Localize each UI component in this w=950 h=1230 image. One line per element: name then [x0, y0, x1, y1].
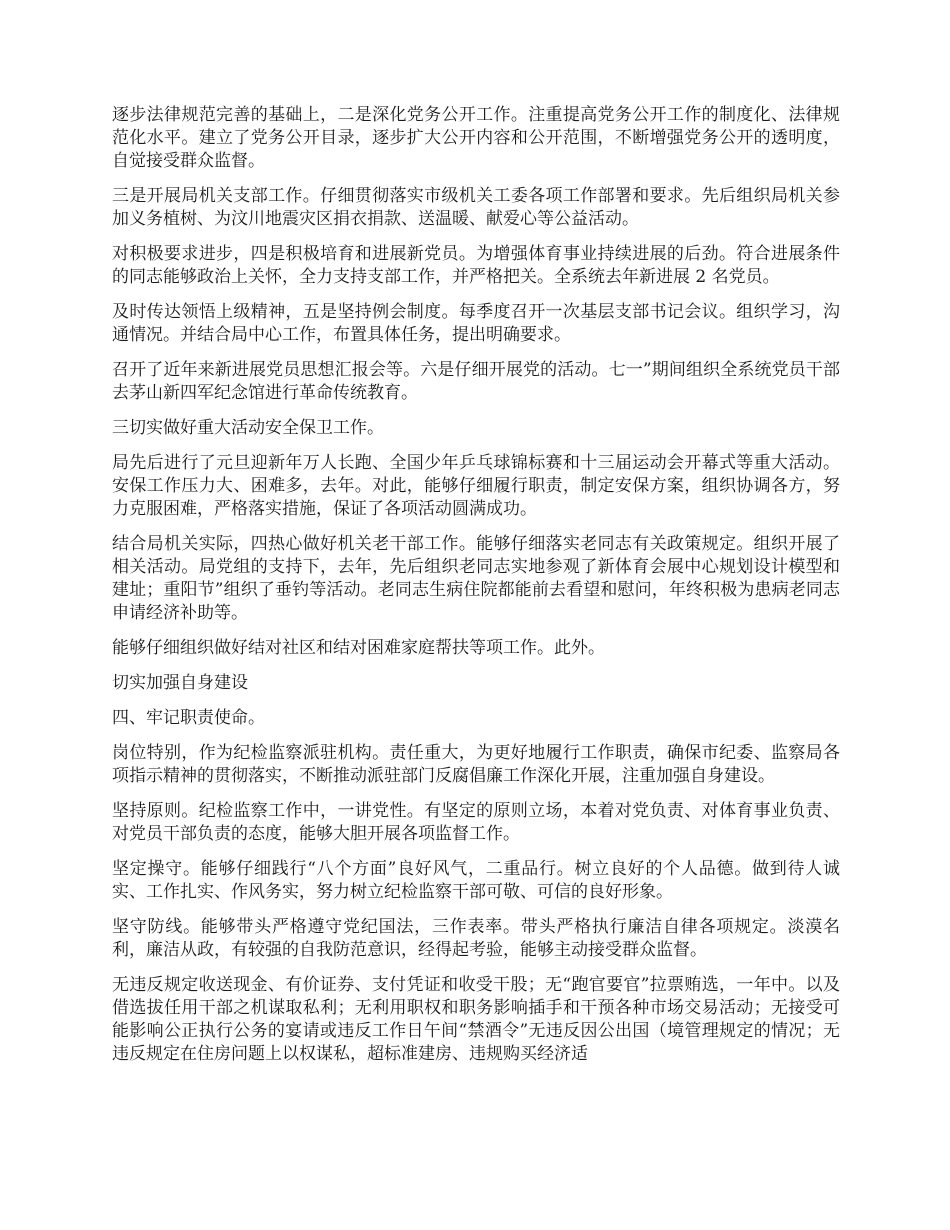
paragraph: 逐步法律规范完善的基础上，二是深化党务公开工作。注重提高党务公开工作的制度化、法律规范化水平。建立了党务公开目录，逐步扩大公开内容和公开范围，不断增强党务公开的透明度，自觉接受群众监督。 [112, 105, 840, 171]
paragraph: 对积极要求进步，四是积极培育和进展新党员。为增强体育事业持续进展的后劲。符合进展条件的同志能够政治上关怀，全力支持支部工作，并严格把关。全系统去年新进展 2 名党员。 [112, 244, 840, 287]
document-body [112, 104, 840, 1078]
paragraph: 局先后进行了元旦迎新年万人长跑、全国少年乒乓球锦标赛和十三届运动会开幕式等重大活动。安保工作压力大、困难多，去年。对此，能够仔细履行职责，制定安保方案，组织协调各方，努力克服困难，严格落实措施，保证了各项活动圆满成功。 [112, 453, 840, 519]
paragraph: 三是开展局机关支部工作。仔细贯彻落实市级机关工委各项工作部署和要求。先后组织局机关参加义务植树、为汶川地震灾区捐衣捐款、送温暖、献爱心等公益活动。 [112, 186, 840, 229]
paragraph: 坚持原则。纪检监察工作中，一讲党性。有坚定的原则立场，本着对党负责、对体育事业负责、对党员干部负责的态度，能够大胆开展各项监督工作。 [112, 801, 840, 844]
paragraph: 岗位特别，作为纪检监察派驻机构。责任重大，为更好地履行工作职责，确保市纪委、监察局各项指示精神的贯彻落实，不断推动派驻部门反腐倡廉工作深化开展，注重加强自身建设。 [112, 743, 840, 786]
section-heading: 四、牢记职责使命。 [112, 708, 265, 728]
paragraph: 坚定操守。能够仔细践行“八个方面”良好风气，二重品行。树立良好的个人品德。做到待人诚实、工作扎实、作风务实，努力树立纪检监察干部可敬、可信的良好形象。 [112, 859, 840, 902]
paragraph: 及时传达领悟上级精神，五是坚持例会制度。每季度召开一次基层支部书记会议。组织学习，沟通情况。并结合局中心工作，布置具体任务，提出明确要求。 [112, 302, 840, 345]
paragraph: 结合局机关实际，四热心做好机关老干部工作。能够仔细落实老同志有关政策规定。组织开展了相关活动。局党组的支持下，去年，先后组织老同志实地参观了新体育会展中心规划设计模型和建址；重阳节”组织了垂钓等活动。老同志生病住院都能前去看望和慰问，年终积极为患病老同志申请经济补助等。 [112, 534, 840, 623]
paragraph: 坚守防线。能够带头严格遵守党纪国法，三作表率。带头严格执行廉洁自律各项规定。淡漠名利，廉洁从政，有较强的自我防范意识，经得起考验，能够主动接受群众监督。 [112, 917, 840, 960]
section-heading: 切实加强自身建设 [112, 673, 248, 693]
section-heading: 三切实做好重大活动安全保卫工作。 [112, 418, 384, 438]
paragraph: 召开了近年来新进展党员思想汇报会等。六是仔细开展党的活动。七一”期间组织全系统党员干部去茅山新四军纪念馆进行革命传统教育。 [112, 360, 840, 403]
paragraph: 能够仔细组织做好结对社区和结对困难家庭帮扶等项工作。此外。 [112, 638, 605, 658]
paragraph: 无违反规定收送现金、有价证券、支付凭证和收受干股；无“跑官要官”拉票贿选，一年中。以及借选拔任用干部之机谋取私利；无利用职权和职务影响插手和干预各种市场交易活动；无接受可能影响公正执行公务的宴请或违反工作日午间“禁酒令”无违反因公出国（境管理规定的情况；无违反规定在住房问题上以权谋私，超标准建房、违规购买经济适 [112, 975, 840, 1064]
